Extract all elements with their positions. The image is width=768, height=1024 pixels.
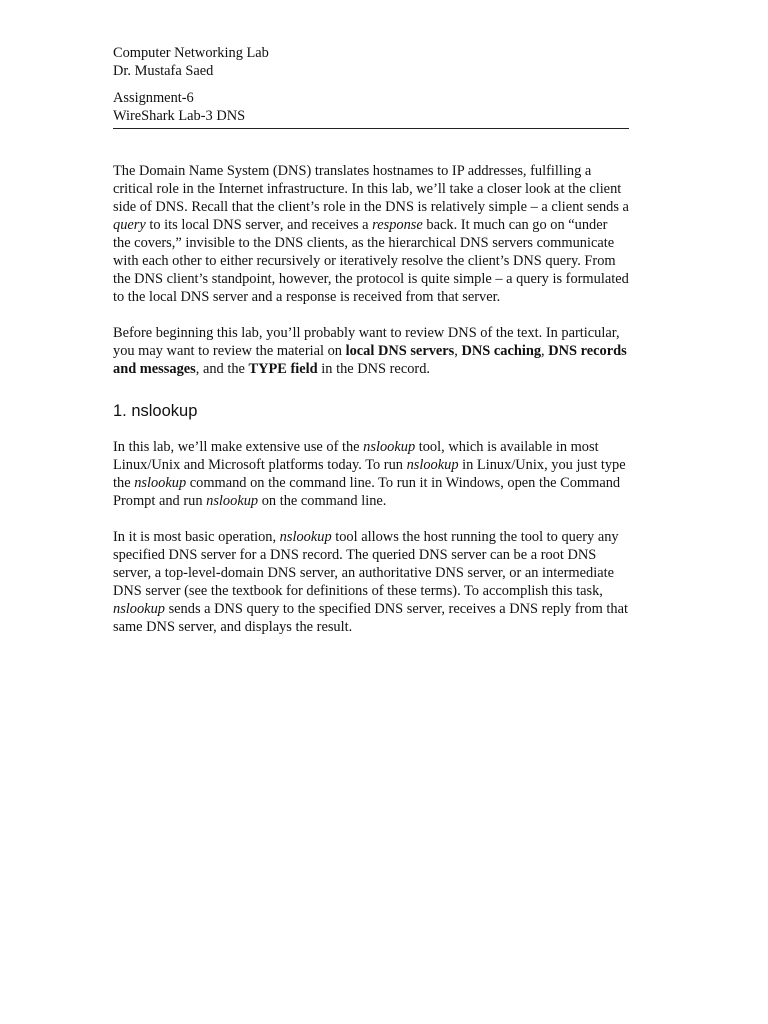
text-run: Linux/Unix and Microsoft platforms today. To run	[113, 457, 407, 473]
text-run: to its local DNS server, and receives a	[145, 217, 373, 233]
text-run: In this lab, we’ll make extensive use of the	[113, 439, 364, 455]
paragraph-line	[113, 360, 629, 378]
paragraph-line: side of DNS. Recall that the client’s role in the DNS is relatively simple – a client sends a	[113, 199, 629, 215]
text-run: you may want to review the material on	[113, 343, 346, 359]
nslookup-term: nslookup	[279, 529, 332, 545]
bold-term: DNS records	[548, 343, 627, 359]
paragraph-line: to the local DNS server and a response is received from that server.	[113, 289, 501, 305]
text-run: , and the	[195, 361, 249, 377]
paragraph-line: same DNS server, and displays the result.	[113, 619, 353, 635]
section-heading: 1. nslookup	[113, 402, 198, 420]
text-run: ,	[454, 343, 462, 359]
paragraph-line: critical role in the Internet infrastructure. In this lab, we’ll take a closer look at the client	[113, 181, 622, 197]
paragraph-line: with each other to either recursively or iteratively resolve the client’s DNS query. From	[113, 253, 616, 269]
paragraph-line	[113, 474, 629, 492]
before-paragraph	[113, 324, 629, 378]
nslookup-term: nslookup	[206, 493, 259, 509]
paragraph-line: the DNS client’s standpoint, however, the protocol is quite simple – a query is formulated	[113, 271, 629, 287]
paragraph-line: Before beginning this lab, you’ll probably want to review DNS of the text. In particular,	[113, 325, 620, 341]
header-divider	[113, 128, 629, 129]
nslookup-basic-paragraph	[113, 528, 629, 636]
nslookup-intro-paragraph	[113, 438, 629, 510]
assignment-label: Assignment-6	[113, 90, 194, 106]
instructor-name: Dr. Mustafa Saed	[113, 63, 214, 79]
paragraph-line	[113, 456, 629, 474]
response-term: response	[372, 217, 423, 233]
course-name: Computer Networking Lab	[113, 45, 269, 61]
nslookup-term: nslookup	[113, 601, 165, 617]
query-term: query	[113, 217, 146, 233]
nslookup-term: nslookup	[134, 475, 187, 491]
paragraph-line: server, a top-level-domain DNS server, an authoritative DNS server, or an intermediate	[113, 565, 614, 581]
text-run: on the command line.	[258, 493, 387, 509]
text-run: tool, which is available in most	[415, 439, 599, 455]
document-header	[113, 44, 629, 129]
text-run: back. It much can go on “under	[422, 217, 608, 233]
paragraph-line	[113, 528, 629, 546]
text-run: In it is most basic operation,	[113, 529, 280, 545]
paragraph-line	[113, 216, 629, 234]
text-run: the	[113, 475, 135, 491]
text-run: sends a DNS query to the specified DNS server, receives a DNS reply from that	[164, 601, 628, 617]
text-run: ,	[541, 343, 549, 359]
text-run: tool allows the host running the tool to query any	[331, 529, 619, 545]
paragraph-line: specified DNS server for a DNS record. The queried DNS server can be a root DNS	[113, 547, 597, 563]
bold-term: TYPE field	[248, 361, 318, 377]
paragraph-line	[113, 600, 629, 618]
text-run: in Linux/Unix, you just type	[458, 457, 626, 473]
nslookup-term: nslookup	[406, 457, 459, 473]
paragraph-line	[113, 492, 629, 510]
paragraph-line: DNS server (see the textbook for definitions of these terms). To accomplish this task,	[113, 583, 603, 599]
paragraph-line: The Domain Name System (DNS) translates hostnames to IP addresses, fulfilling a	[113, 163, 592, 179]
bold-term: local DNS servers	[345, 343, 455, 359]
bold-term: DNS caching	[461, 343, 542, 359]
bold-term: and messages	[113, 361, 196, 377]
paragraph-line	[113, 438, 629, 456]
text-run: Prompt and run	[113, 493, 207, 509]
paragraph-line: the covers,” invisible to the DNS clients, as the hierarchical DNS servers communicate	[113, 235, 615, 251]
intro-paragraph	[113, 162, 629, 306]
document-page	[113, 44, 629, 636]
lab-title: WireShark Lab-3 DNS	[113, 108, 246, 124]
nslookup-term: nslookup	[363, 439, 416, 455]
text-run: command on the command line. To run it in Windows, open the Command	[186, 475, 621, 491]
paragraph-line	[113, 342, 629, 360]
text-run: in the DNS record.	[317, 361, 430, 377]
